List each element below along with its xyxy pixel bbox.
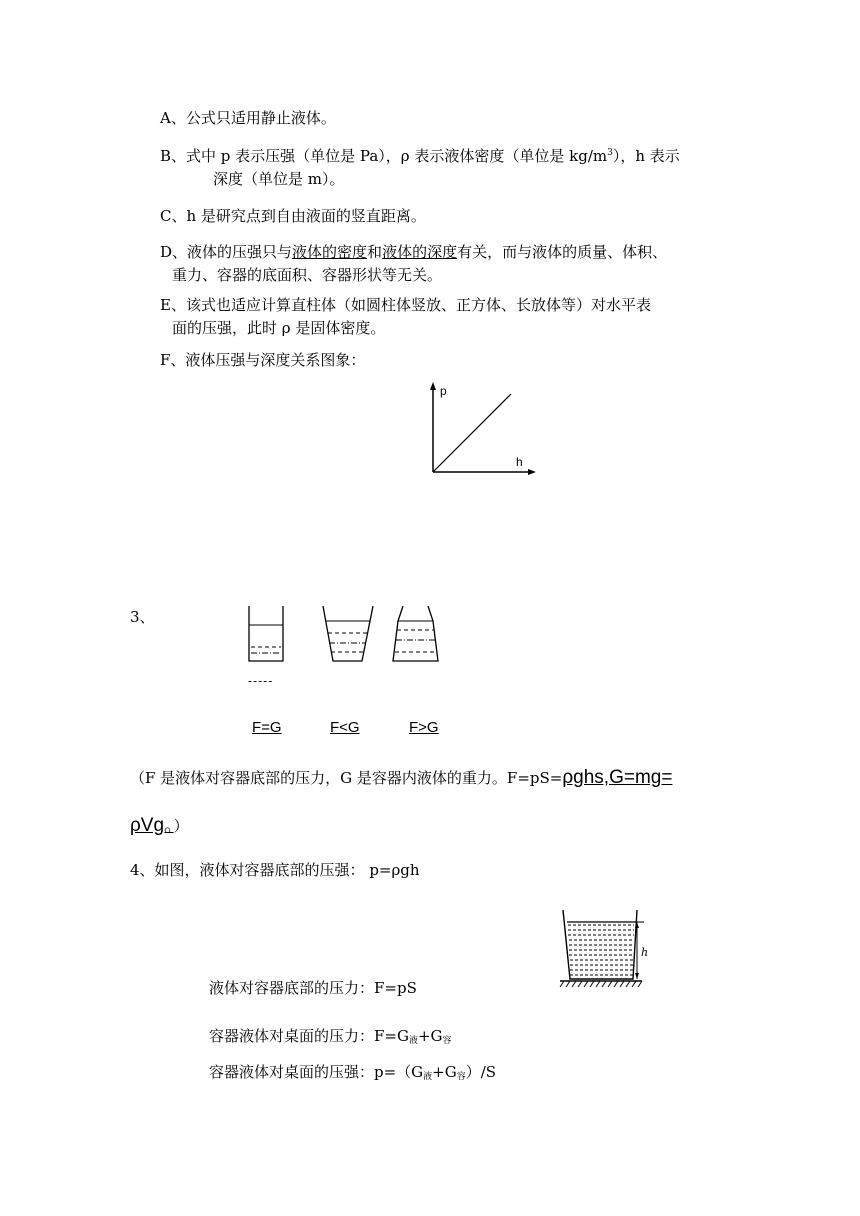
x-axis-arrow <box>528 469 536 475</box>
y-axis-label: p <box>440 384 447 398</box>
label-f-greater-g: F>G <box>409 719 439 736</box>
section4-heading: 4、如图，液体对容器底部的压强： p=ρgh <box>130 861 420 879</box>
wide-top-container <box>323 606 373 661</box>
label-f-less-g: F<G <box>330 719 360 736</box>
item-b-line2: 深度（单位是 m）。 <box>213 170 345 188</box>
item-f: F、液体压强与深度关系图象： <box>160 351 366 369</box>
label-f-equals-g: F=G <box>252 719 282 736</box>
table-hatch <box>560 981 642 987</box>
straight-container <box>249 606 283 661</box>
section4-line1: 液体对容器底部的压力：F=pS <box>209 979 417 997</box>
item-d-line2: 重力、容器的底面积、容器形状等无关。 <box>172 266 443 284</box>
item-b-line1: B、式中 p 表示压强（单位是 Pa），ρ 表示液体密度（单位是 $kg/m^3$），h 表示 <box>160 147 680 165</box>
pressure-depth-graph <box>420 380 540 480</box>
beaker-diagram <box>558 910 658 990</box>
section3-note-line1: （F 是液体对容器底部的压力，G 是容器内液体的重力。F=pS=ρghs,G=mg= <box>130 767 673 788</box>
section4-line2: 容器液体对桌面的压力：$F=G_液+G_容$ <box>209 1027 452 1046</box>
section3-note-line2: ρVg。） <box>130 815 189 836</box>
underlined-density: 液体的密度 <box>292 243 368 261</box>
y-axis-arrow <box>430 382 436 390</box>
container-diagrams <box>240 605 460 665</box>
item-e-line2: 面的压强，此时 ρ 是固体密度。 <box>172 319 386 337</box>
item-a: A、公式只适用静止液体。 <box>160 109 336 127</box>
dashes-mark: ----- <box>248 674 274 688</box>
formula-underlined-1: ρghs,G=mg= <box>562 767 673 788</box>
formula-underlined-2: ρVg。 <box>130 815 174 836</box>
narrow-top-container <box>393 606 438 661</box>
item-d-line1: D、液体的压强只与液体的密度和液体的深度有关，而与液体的质量、体积、 <box>160 243 668 261</box>
depth-label: h <box>641 946 649 959</box>
item-e-line1: E、该式也适应计算直柱体（如圆柱体竖放、正方体、长放体等）对水平表 <box>160 296 651 314</box>
section3-number: 3、 <box>130 608 155 626</box>
item-c: C、h 是研究点到自由液面的竖直距离。 <box>160 207 426 225</box>
section4-line3: 容器液体对桌面的压强：$p=(G_液+G_容)/S$ <box>209 1063 497 1082</box>
underlined-depth: 液体的深度 <box>382 243 458 261</box>
p-h-line <box>433 394 511 472</box>
x-axis-label: h <box>516 455 523 469</box>
